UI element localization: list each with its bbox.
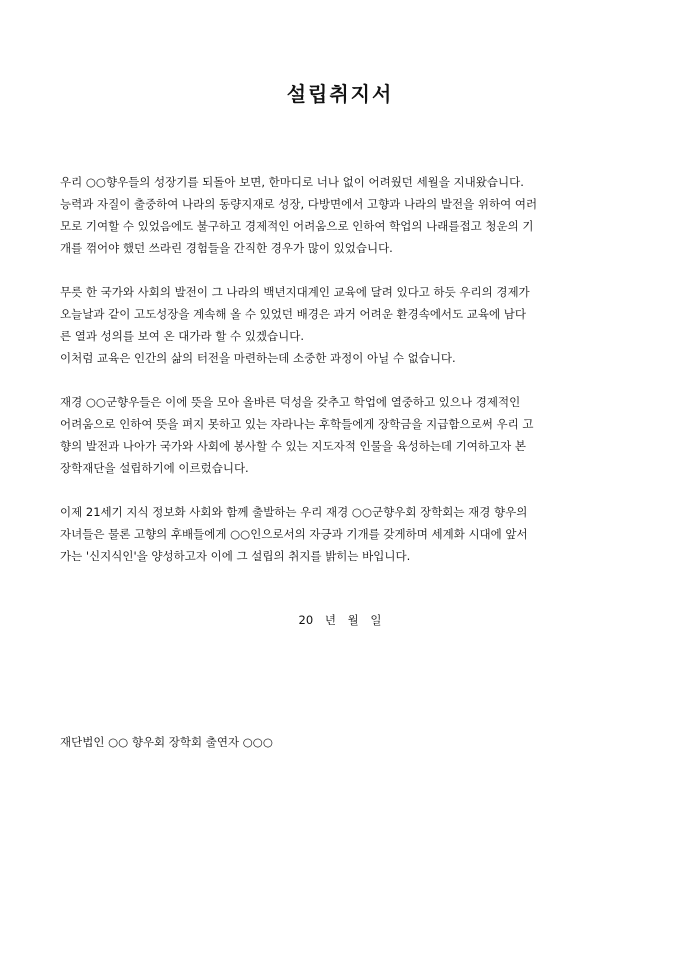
- paragraph-line: 향의 발전과 나아가 국가와 사회에 봉사할 수 있는 지도자적 인물을 육성하는데 기여하고자 본: [60, 439, 527, 453]
- paragraph-line: 무릇 한 국가와 사회의 발전이 그 나라의 백년지대계인 교육에 달려 있다고 하듯 우리의 경제가: [60, 285, 530, 299]
- document-title: 설립취지서: [286, 82, 394, 106]
- paragraph-line: 른 열과 성의를 보여 온 대가라 할 수 있겠습니다.: [60, 329, 304, 343]
- paragraph-line: 가는 '신지식인'을 양성하고자 이에 그 설립의 취지를 밝히는 바입니다.: [60, 549, 411, 563]
- paragraph-1: [60, 171, 622, 259]
- paragraph-line: 모로 기여할 수 있었음에도 불구하고 경제적인 어려움으로 인하여 학업의 나래를접고 청운의 기: [60, 219, 534, 233]
- signer-line: 재단법인 ○○ 향우회 장학회 출연자 ○○○: [60, 735, 273, 749]
- paragraph-2: [60, 281, 622, 369]
- paragraph-line: 어려움으로 인하여 뜻을 펴지 못하고 있는 자라나는 후학들에게 장학금을 지급함으로써 우리 고: [60, 417, 534, 431]
- paragraph-line: 이처럼 교육은 인간의 삶의 터전을 마련하는데 소중한 과정이 아닐 수 없습니다.: [60, 351, 456, 365]
- paragraph-line: 이제 21세기 지식 정보화 사회와 함께 출발하는 우리 재경 ○○군향우회 장학회는 재경 향우의: [60, 505, 528, 519]
- paragraph-3: [60, 391, 622, 479]
- paragraph-line: 자녀들은 물론 고향의 후배들에게 ○○인으로서의 자긍과 기개를 갖게하며 세계화 시대에 앞서: [60, 527, 528, 541]
- document-body: [60, 171, 622, 589]
- paragraph-line: 능력과 자질이 출중하여 나라의 동량지재로 성장, 다방면에서 고향과 나라의 발전을 위하여 여러: [60, 197, 538, 211]
- paragraph-line: 우리 ○○향우들의 성장기를 되돌아 보면, 한마디로 너나 없이 어려웠던 세월을 지내왔습니다.: [60, 175, 524, 189]
- paragraph-line: 개를 꺾어야 했던 쓰라린 경험들을 간직한 경우가 많이 있었습니다.: [60, 241, 393, 255]
- date-line: 20 년 월 일: [298, 613, 382, 627]
- paragraph-line: 오늘날과 같이 고도성장을 계속해 올 수 있었던 배경은 과거 어려운 환경속에서도 교육에 남다: [60, 307, 527, 321]
- paragraph-line: 장학재단을 설립하기에 이르렀습니다.: [60, 461, 249, 475]
- paragraph-4: [60, 501, 622, 567]
- paragraph-line: 재경 ○○군향우들은 이에 뜻을 모아 올바른 덕성을 갖추고 학업에 열중하고 있으나 경제적인: [60, 395, 521, 409]
